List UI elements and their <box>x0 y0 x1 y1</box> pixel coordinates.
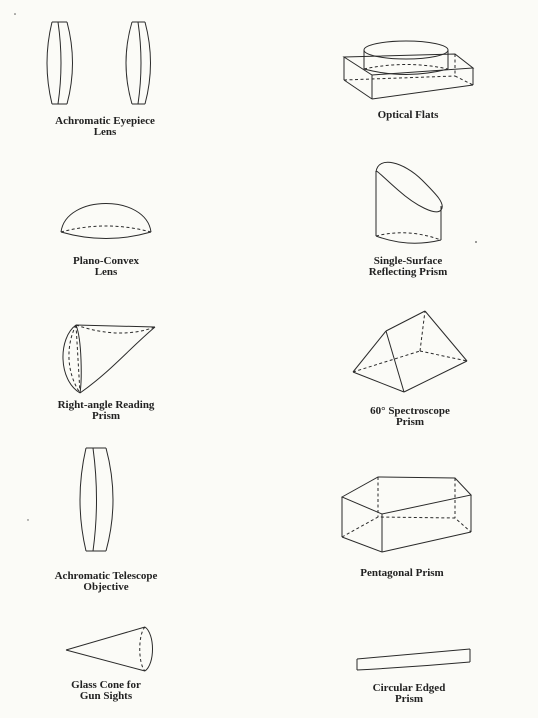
caption-line-1: Single-Surface <box>373 255 443 267</box>
caption-line-2: Prism <box>395 416 425 428</box>
caption-line-2: Lens <box>93 126 117 138</box>
caption-line-1: 60° Spectroscope <box>370 405 450 417</box>
caption-line-1: Glass Cone for <box>71 679 141 691</box>
caption-line-2: Prism <box>394 693 424 705</box>
caption-line-1: Plano-Convex <box>73 255 139 267</box>
caption-line-1: Pentagonal Prism <box>360 567 444 579</box>
caption-line-2: Objective <box>83 581 129 593</box>
caption-line-2: Reflecting Prism <box>368 266 448 278</box>
caption-line-1: Optical Flats <box>377 109 439 121</box>
caption-line-1: Circular Edged <box>372 682 446 694</box>
caption-line-1: Achromatic Eyepiece <box>55 115 155 127</box>
caption-line-1: Achromatic Telescope <box>54 570 158 582</box>
caption-line-2: Lens <box>94 266 118 278</box>
caption-line-1: Right-angle Reading <box>57 399 155 411</box>
caption-line-2: Gun Sights <box>79 690 133 702</box>
caption-line-2: Prism <box>91 410 121 422</box>
